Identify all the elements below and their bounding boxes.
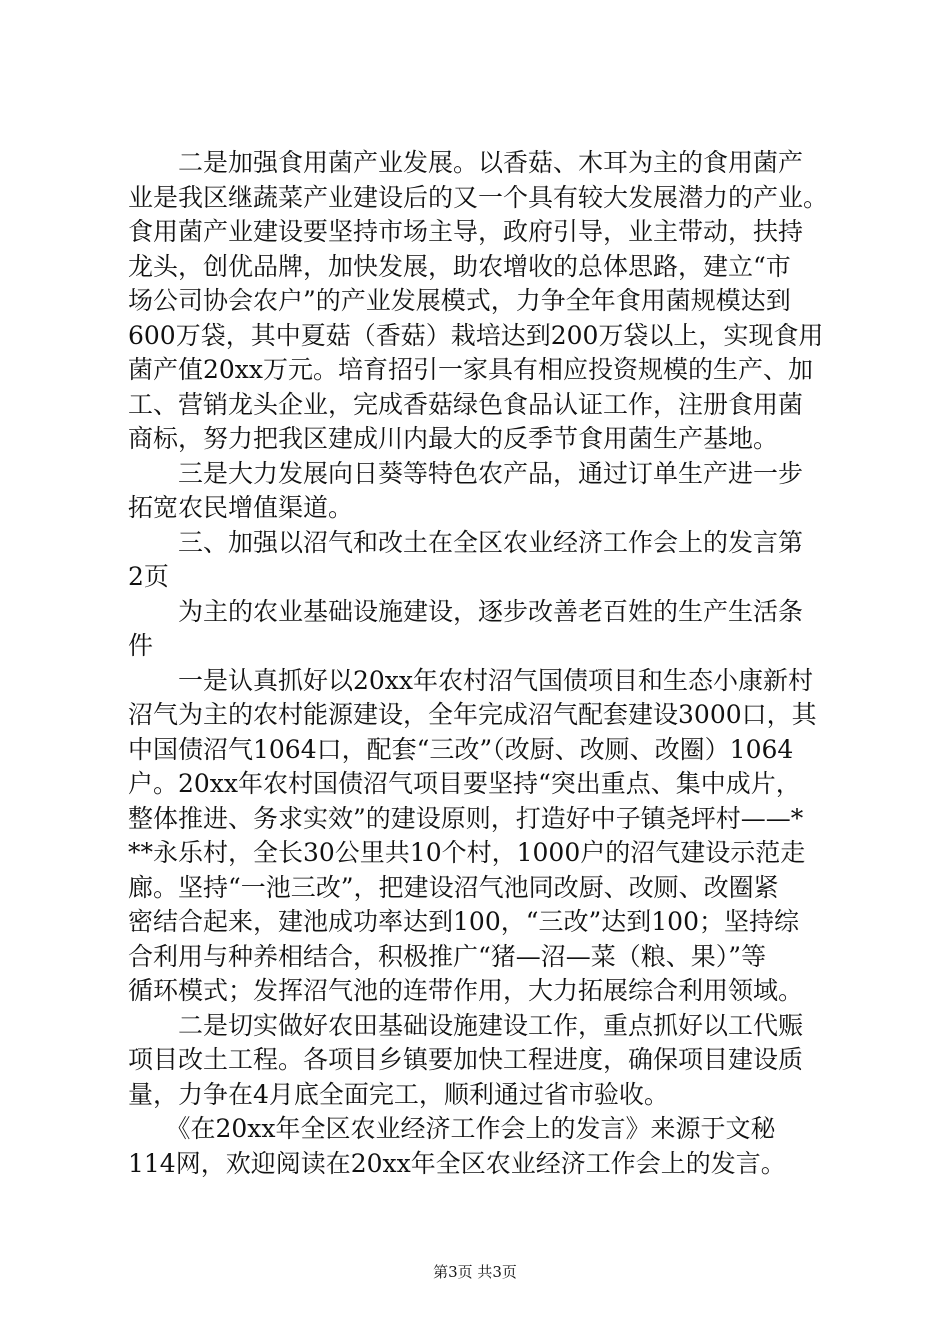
page-number-footer: 第3页 共3页 (433, 1263, 517, 1281)
text-line: 三、加强以沼气和改土在全区农业经济工作会上的发言第 (128, 527, 804, 557)
text-line: 中国债沼气1064口，配套“三改”（改厨、改厕、改圈）1064 (128, 734, 794, 764)
text-line: 量，力争在4月底全面完工，顺利通过省市验收。 (128, 1079, 669, 1109)
text-line: 拓宽农民增值渠道。 (128, 493, 354, 522)
text-line: 循环模式；发挥沼气池的连带作用，大力拓展综合利用领域。 (128, 976, 804, 1005)
text-line: 《在20xx年全区农业经济工作会上的发言》来源于文秘 (128, 1114, 776, 1143)
text-line: **永乐村，全长30公里共10个村，1000户的沼气建设示范走 (128, 838, 806, 867)
text-line: 廊。坚持“一池三改”，把建设沼气池同改厨、改厕、改圈紧 (128, 872, 779, 902)
text-line: 商标，努力把我区建成川内最大的反季节食用菌生产基地。 (128, 424, 779, 453)
text-line: 114网，欢迎阅读在20xx年全区农业经济工作会上的发言。 (128, 1148, 786, 1178)
text-line: 一是认真抓好以20xx年农村沼气国债项目和生态小康新村 (128, 665, 814, 695)
text-line: 三是大力发展向日葵等特色农产品，通过订单生产进一步 (128, 458, 804, 488)
text-line: 为主的农业基础设施建设，逐步改善老百姓的生产生活条 (128, 596, 804, 626)
text-line: 密结合起来，建池成功率达到100，“三改”达到100；坚持综 (128, 907, 799, 936)
text-line: 整体推进、务求实效”的建设原则，打造好中子镇尧坪村——* (128, 803, 804, 833)
text-line: 工、营销龙头企业，完成香菇绿色食品认证工作，注册食用菌 (128, 389, 804, 419)
text-line: 场公司协会农户”的产业发展模式，力争全年食用菌规模达到 (128, 286, 791, 315)
text-line: 二是加强食用菌产业发展。以香菇、木耳为主的食用菌产 (128, 148, 804, 177)
text-line: 件 (128, 631, 154, 660)
document-body (128, 146, 828, 1181)
text-line: 项目改土工程。各项目乡镇要加快工程进度，确保项目建设质 (128, 1045, 804, 1074)
text-line: 龙头，创优品牌，加快发展，助农增收的总体思路，建立“市 (128, 251, 791, 281)
text-line: 业是我区继蔬菜产业建设后的又一个具有较大发展潜力的产业。 (128, 182, 828, 212)
text-line: 菌产值20xx万元。培育招引一家具有相应投资规模的生产、加 (128, 355, 814, 384)
text-line: 2页 (128, 562, 169, 591)
text-line: 户。20xx年农村国债沼气项目要坚持“突出重点、集中成片， (128, 769, 801, 798)
text-line: 合利用与种养相结合，积极推广“猪—沼—菜（粮、果）”等 (128, 941, 767, 971)
text-line: 食用菌产业建设要坚持市场主导，政府引导，业主带动，扶持 (128, 217, 804, 246)
text-line: 600万袋，其中夏菇（香菇）栽培达到200万袋以上，实现食用 (128, 320, 824, 350)
text-line: 沼气为主的农村能源建设，全年完成沼气配套建设3000口，其 (128, 700, 817, 729)
text-line: 二是切实做好农田基础设施建设工作，重点抓好以工代赈 (128, 1010, 804, 1040)
